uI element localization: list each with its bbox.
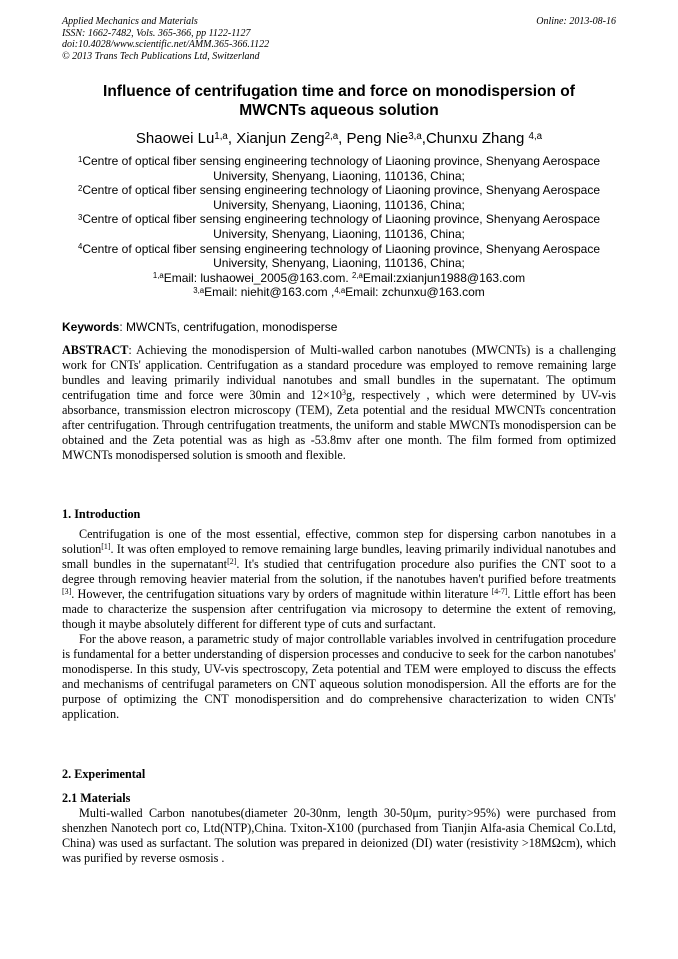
journal-name: Applied Mechanics and Materials [62,16,198,27]
author-name: Peng Nie [346,130,409,147]
affiliation-line [40,242,638,257]
author-sup: 2,a [324,130,339,142]
abstract-label: ABSTRACT [62,343,129,357]
author-name: Chunxu Zhang [425,130,529,147]
email-line [40,285,638,300]
keywords [62,320,616,334]
author-sep: , [338,130,347,147]
citation: [4-7] [491,587,508,597]
abstract-sup: 3 [342,388,346,398]
copyright-line: © 2013 Trans Tech Publications Ltd, Switzerland [62,50,260,62]
affiliation-text: Centre of optical fiber sensing engineering technology of Liaoning province, Shenyang Aerospace [82,241,601,256]
affiliation-line [40,154,638,169]
affiliation-sup: 3 [77,212,83,222]
section-heading-experimental: 2. Experimental [62,767,146,781]
introduction-body [62,527,616,722]
online-date: Online: 2013-08-16 [536,16,616,27]
materials-body [62,806,616,866]
author-list [40,130,638,148]
email-sup: 1,a [152,271,164,281]
abstract-text: : Achieving the monodispersion of Multi-walled carbon nanotubes (MWCNTs) is a challenging work for CNTs' application. Centrifugation as a standard procedure was employed to remove remaining large bundles and leaving primarily individual nanotubes and small bundles in the supernatant. The optimum centrifugation time and force were 30min and 12×10 [62,343,616,402]
paragraph-text: . It was often employed to remove remaining large bundles, leaving primarily individual nanotubes and small bundles in the supernatant [62,542,616,571]
author-sep: , [421,130,426,147]
paragraph-text: . Little effort has been made to characterize the suspension after centrifugation via microsopy to determine the extent of removing, though it maybe absolutely different for different type of cuts and surfactant. [62,587,616,631]
abstract [62,343,616,463]
affiliation-line: University, Shenyang, Liaoning, 110136, China; [213,256,465,271]
keywords-label: Keywords [62,320,120,334]
citation: [1] [101,542,111,552]
author-sep: , [227,130,237,147]
author-name: Shaowei Lu [135,130,215,147]
affiliations [40,154,638,300]
email-sup: 4,a [334,285,346,295]
paragraph: For the above reason, a parametric study of major controllable variables involved in centrifugation procedure is fundamental for a better understanding of dispersion processes and conducive to seek for the carbon nanotubes' monodisperse. In this study, UV-vis spectroscopy, Zeta potential and TEM were employed to discuss the effects and mechanisms of centrifugal parameters on CNT aqueous solution monodispersion. All the efforts are for the purpose of optimizing the CNT monodispersition and do comprehensive characterization to widen CNTs' application. [62,632,616,721]
affiliation-line [40,183,638,198]
affiliation-sup: 2 [77,183,83,193]
affiliation-text: Centre of optical fiber sensing engineering technology of Liaoning province, Shenyang Aerospace [82,183,601,198]
author-sup: 4,a [528,130,543,142]
paragraph-text: . However, the centrifugation situations vary by orders of magnitude within literature [71,587,492,601]
paper-title [40,82,638,120]
journal-header [62,16,269,62]
issn-line: ISSN: 1662-7482, Vols. 365-366, pp 1122-1127 [62,27,251,39]
affiliation-line [40,212,638,227]
affiliation-line: University, Shenyang, Liaoning, 110136, China; [213,226,465,241]
email-text: Email: niehit@163.com , [204,285,335,300]
affiliation-line: University, Shenyang, Liaoning, 110136, China; [213,168,465,183]
affiliation-line: University, Shenyang, Liaoning, 110136, China; [213,197,465,212]
paragraph-text: . It's studied that centrifugation procedure also purifies the CNT soot to a degree through removing heavier material from the solution, if the nanotubes haven't purified before treatments [62,557,616,586]
abstract-text: g, respectively , which were determined by UV-vis absorbance, transmission electron microscopy (TEM), Zeta potential and the residual MWCNTs concentration after centrifugation. Through centrifugation treatments, the uniform and stable MWCNTs monodispersion can be obtained and the Zeta potential was as high as -53.8mv after one month. The film formed from optimized MWCNTs monodispersed solution is smooth and flexible. [62,388,616,462]
paragraph [62,527,616,632]
paragraph: Multi-walled Carbon nanotubes(diameter 20-30nm, length 30-50μm, purity>95%) were purchased from shenzhen Nanotech port co, Ltd(NTP),China. Txiton-X100 (purchased from Tianjin Alfa-asia Chemical Co.Ltd, China) was used as surfactant. The solution was prepared in deionized (DI) water (resistivity >18MΩcm), which was purified by reverse osmosis . [62,806,616,865]
affiliation-text: Centre of optical fiber sensing engineering technology of Liaoning province, Shenyang Aerospace [82,212,601,227]
affiliation-text: Centre of optical fiber sensing engineering technology of Liaoning province, Shenyang Aerospace [82,154,601,168]
author-name: Xianjun Zeng [236,130,325,147]
email-line [40,271,638,286]
affiliation-sup: 1 [77,154,83,164]
email-sup: 2,a [352,271,363,281]
author-sup: 3,a [408,130,422,142]
keywords-text: : MWCNTs, centrifugation, monodisperse [119,320,338,334]
citation: [2] [227,557,237,567]
affiliation-sup: 4 [77,242,83,252]
section-heading-introduction: 1. Introduction [62,507,141,521]
author-sup: 1,a [214,130,228,142]
doi-line: doi:10.4028/www.scientific.net/AMM.365-366.1122 [62,39,270,50]
paragraph-text: Centrifugation is one of the most essential, effective, common step for dispersing carbon nanotubes in a solution [62,527,616,556]
citation: [3] [62,587,72,597]
title-line-2: MWCNTs aqueous solution [239,102,439,119]
email-text: Email: lushaowei_2005@163.com. [163,270,352,285]
title-line-1: Influence of centrifugation time and force on monodispersion of [103,83,575,100]
email-sup: 3,a [193,285,205,295]
subsection-heading-materials: 2.1 Materials [62,791,131,805]
email-text: Email:zxianjun1988@163.com [362,270,526,285]
email-text: Email: zchunxu@163.com [345,285,485,300]
